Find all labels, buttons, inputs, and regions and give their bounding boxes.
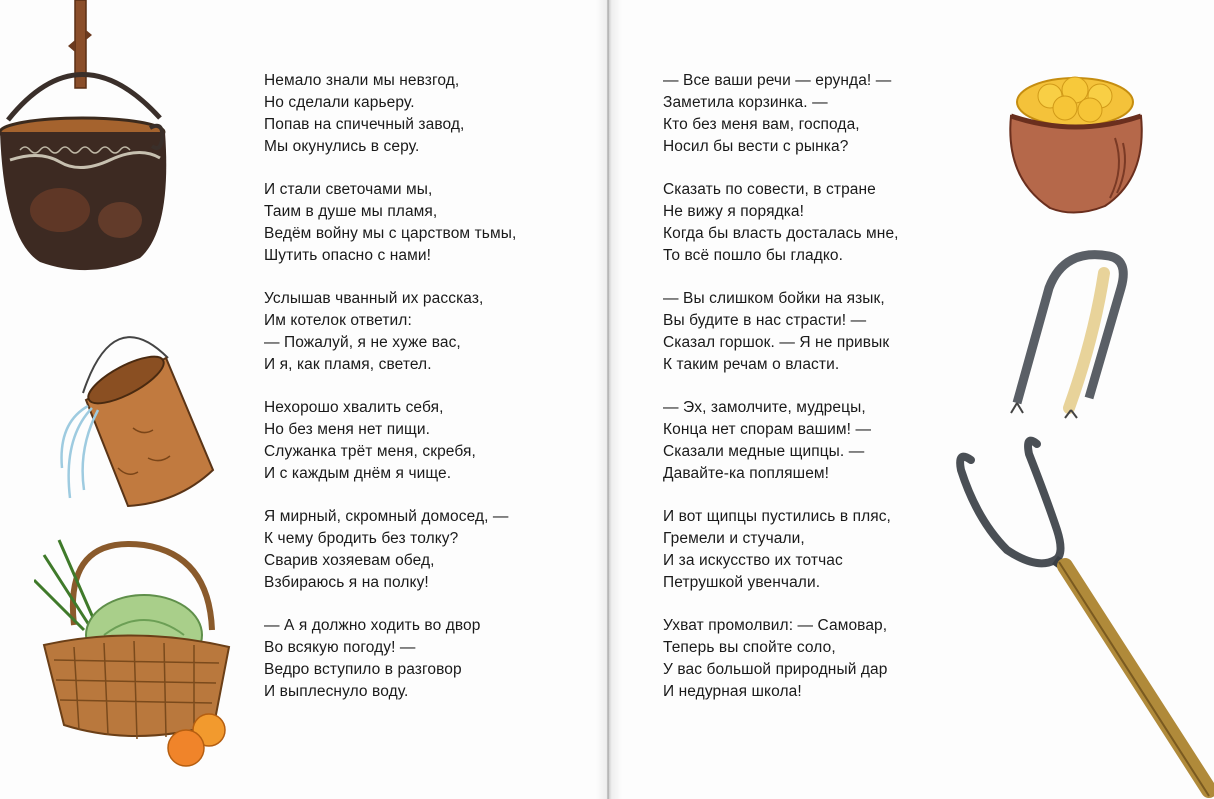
poem-line: Услышав чванный их рассказ, bbox=[264, 290, 484, 307]
poem-line: — Все ваши речи — ерунда! — bbox=[663, 72, 892, 89]
basket-illustration bbox=[34, 535, 234, 770]
poem-line: Не вижу я порядка! bbox=[663, 203, 805, 220]
poem-line: Я мирный, скромный домосед, — bbox=[264, 508, 509, 525]
poem-line: И выплеснуло воду. bbox=[264, 683, 409, 700]
poem-line: — А я должно ходить во двор bbox=[264, 617, 481, 634]
poem-line: К чему бродить без толку? bbox=[264, 530, 459, 547]
poem-line: Служанка трёт меня, скребя, bbox=[264, 443, 476, 460]
stanza bbox=[264, 615, 516, 703]
stanza bbox=[663, 506, 899, 594]
tongs-illustration bbox=[1009, 248, 1139, 423]
poem-line: Сказал горшок. — Я не привык bbox=[663, 334, 890, 351]
stanza bbox=[663, 70, 899, 158]
oven-fork-illustration bbox=[947, 430, 1214, 799]
right-page bbox=[609, 0, 1214, 799]
poem-line: Носил бы вести с рынка? bbox=[663, 138, 849, 155]
stanza bbox=[663, 615, 899, 703]
stanza bbox=[663, 397, 899, 485]
stanza bbox=[264, 179, 516, 267]
poem-line: — Вы слишком бойки на язык, bbox=[663, 290, 885, 307]
poem-line: Немало знали мы невзгод, bbox=[264, 72, 460, 89]
poem-line: Сказать по совести, в стране bbox=[663, 181, 876, 198]
cauldron-illustration bbox=[0, 0, 180, 280]
poem-line: Во всякую погоду! — bbox=[264, 639, 416, 656]
poem-line: То всё пошло бы гладко. bbox=[663, 247, 844, 264]
poem-line: Когда бы власть досталась мне, bbox=[663, 225, 899, 242]
poem-line: У вас большой природный дар bbox=[663, 661, 888, 678]
book-gutter bbox=[596, 0, 622, 799]
poem-line: Ведро вступило в разговор bbox=[264, 661, 462, 678]
stanza bbox=[264, 70, 516, 158]
poem-line: — Пожалуй, я не хуже вас, bbox=[264, 334, 461, 351]
poem-line: Но без меня нет пищи. bbox=[264, 421, 430, 438]
poem-line: Вы будите в нас страсти! — bbox=[663, 312, 867, 329]
poem-line: Петрушкой увенчали. bbox=[663, 574, 821, 591]
poem-line: Теперь вы спойте соло, bbox=[663, 639, 836, 656]
poem-line: И стали светочами мы, bbox=[264, 181, 433, 198]
poem-line: Ведём войну мы с царством тьмы, bbox=[264, 225, 517, 242]
poem-line: Ухват промолвил: — Самовар, bbox=[663, 617, 888, 634]
bucket-illustration bbox=[58, 318, 228, 518]
poem-line: Таим в душе мы пламя, bbox=[264, 203, 438, 220]
poem-line: Конца нет спорам вашим! — bbox=[663, 421, 872, 438]
stanza bbox=[264, 506, 516, 594]
poem-line: Но сделали карьеру. bbox=[264, 94, 415, 111]
poem-line: Сказали медные щипцы. — bbox=[663, 443, 865, 460]
stanza bbox=[663, 179, 899, 267]
poem-line: Попав на спичечный завод, bbox=[264, 116, 465, 133]
poem-line: Шутить опасно с нами! bbox=[264, 247, 432, 264]
poem-line: И я, как пламя, светел. bbox=[264, 356, 432, 373]
stanza bbox=[663, 288, 899, 376]
clay-pot-illustration bbox=[995, 68, 1155, 218]
poem-line: — Эх, замолчите, мудрецы, bbox=[663, 399, 866, 416]
stanza bbox=[264, 288, 516, 376]
poem-line: Им котелок ответил: bbox=[264, 312, 412, 329]
poem-line: И недурная школа! bbox=[663, 683, 802, 700]
poem-line: Мы окунулись в серу. bbox=[264, 138, 420, 155]
poem-line: Взбираюсь я на полку! bbox=[264, 574, 429, 591]
poem-line: Давайте-ка попляшем! bbox=[663, 465, 830, 482]
stanza bbox=[264, 397, 516, 485]
poem-line: Гремели и стучали, bbox=[663, 530, 805, 547]
poem-line: К таким речам о власти. bbox=[663, 356, 840, 373]
poem-line: И вот щипцы пустились в пляс, bbox=[663, 508, 891, 525]
poem-line: Кто без меня вам, господа, bbox=[663, 116, 860, 133]
poem-line: И с каждым днём я чище. bbox=[264, 465, 452, 482]
poem-right-column bbox=[663, 70, 899, 724]
poem-line: И за искусство их тотчас bbox=[663, 552, 843, 569]
poem-left-column bbox=[264, 70, 516, 724]
poem-line: Заметила корзинка. — bbox=[663, 94, 828, 111]
poem-line: Сварив хозяевам обед, bbox=[264, 552, 435, 569]
poem-line: Нехорошо хвалить себя, bbox=[264, 399, 444, 416]
